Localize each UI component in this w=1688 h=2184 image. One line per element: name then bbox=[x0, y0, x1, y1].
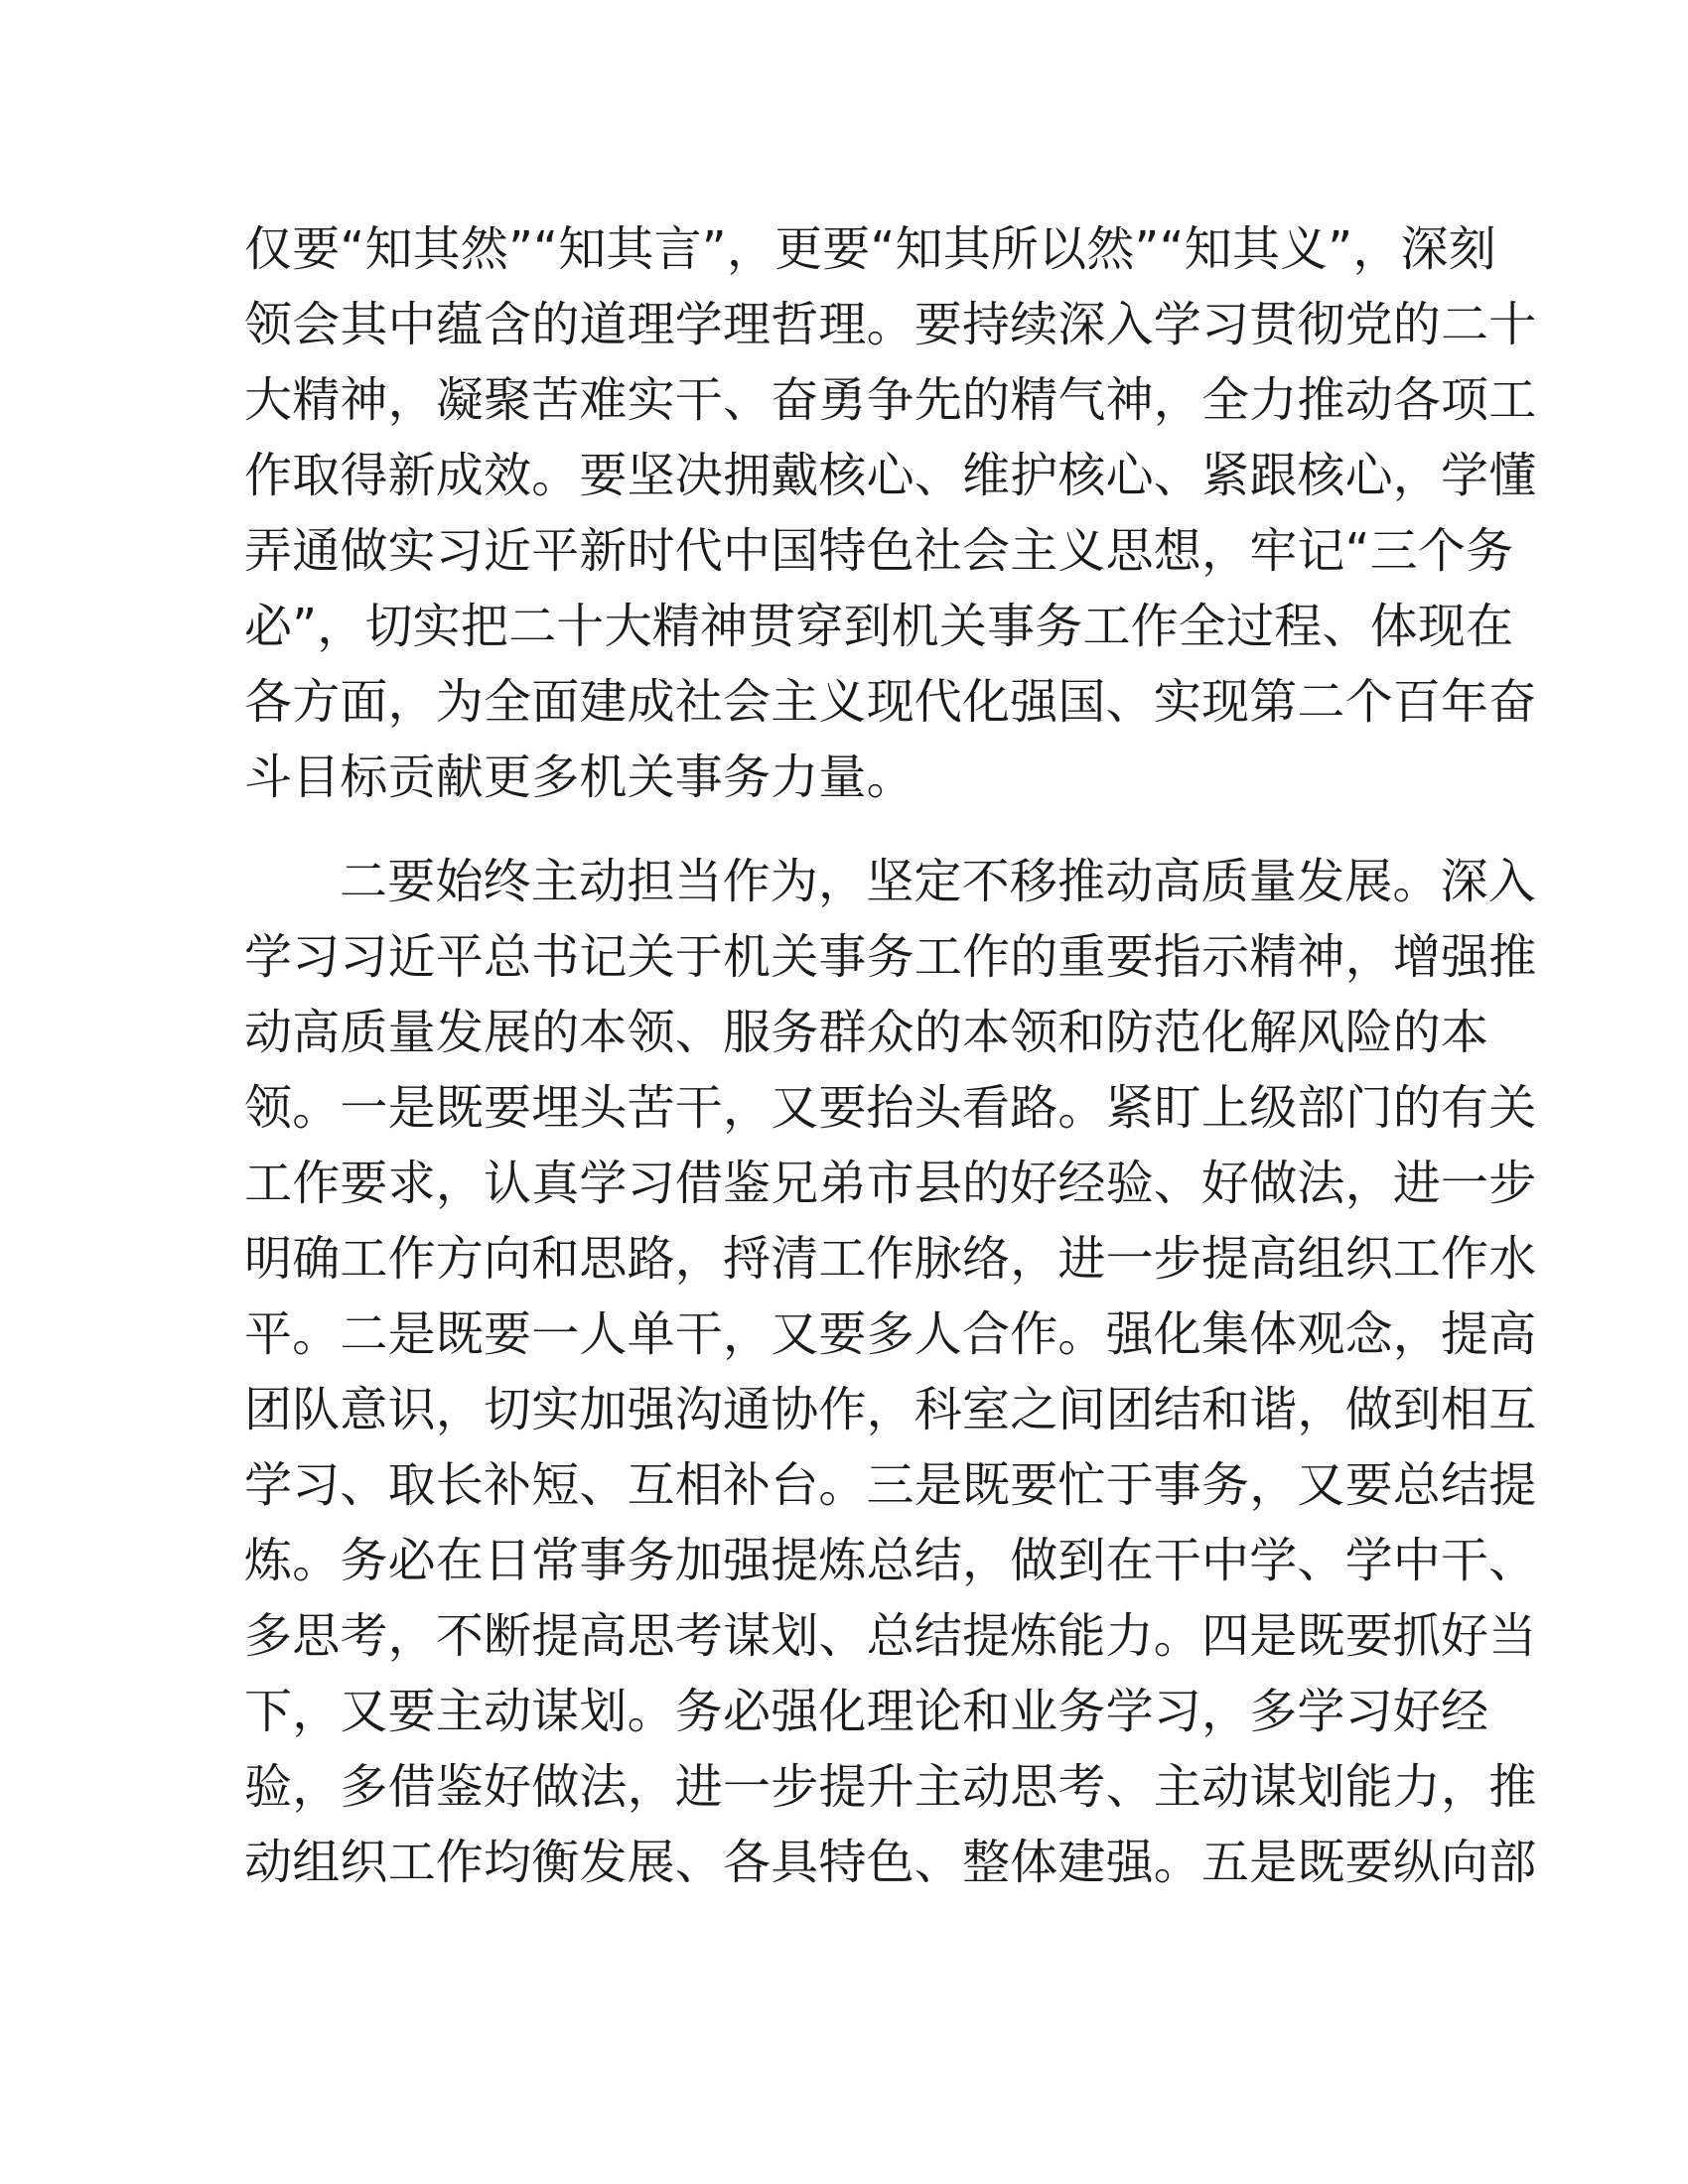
paragraph-2-line: 二要始终主动担当作为，坚定不移推动高质量发展。深入 bbox=[340, 854, 1537, 909]
paragraph-1-line: 领会其中蕴含的道理学理哲理。要持续深入学习贯彻党的二十 bbox=[244, 297, 1537, 352]
paragraph-2-line: 多思考，不断提高思考谋划、总结提炼能力。四是既要抓好当 bbox=[244, 1608, 1537, 1664]
paragraph-1 bbox=[244, 211, 1537, 815]
paragraph-1-line: 仅要“知其然”“知其言”，更要“知其所以然”“知其义”，深刻 bbox=[244, 221, 1496, 277]
paragraph-1-line: 作取得新成效。要坚决拥戴核心、维护核心、紧跟核心，学懂 bbox=[244, 448, 1537, 503]
paragraph-2-line: 动组织工作均衡发展、各具特色、整体建强。五是既要纵向部 bbox=[244, 1835, 1537, 1890]
paragraph-2 bbox=[244, 844, 1537, 1900]
paragraph-1-line: 必”，切实把二十大精神贯穿到机关事务工作全过程、体现在 bbox=[244, 599, 1514, 654]
paragraph-1-line: 各方面，为全面建成社会主义现代化强国、实现第二个百年奋 bbox=[244, 674, 1537, 730]
paragraph-2-line: 验，多借鉴好做法，进一步提升主动思考、主动谋划能力，推 bbox=[244, 1759, 1537, 1815]
paragraph-2-line: 工作要求，认真学习借鉴兄弟市县的好经验、好做法，进一步 bbox=[244, 1156, 1537, 1211]
paragraph-2-line: 平。二是既要一人单干，又要多人合作。强化集体观念，提高 bbox=[244, 1306, 1537, 1362]
paragraph-2-line: 学习习近平总书记关于机关事务工作的重要指示精神，增强推 bbox=[244, 929, 1537, 985]
paragraph-2-line: 炼。务必在日常事务加强提炼总结，做到在干中学、学中干、 bbox=[244, 1533, 1537, 1588]
paragraph-1-line: 大精神，凝聚苦难实干、奋勇争先的精气神，全力推动各项工 bbox=[244, 372, 1537, 428]
paragraph-2-line: 明确工作方向和思路，捋清工作脉络，进一步提高组织工作水 bbox=[244, 1231, 1537, 1287]
paragraph-2-line: 团队意识，切实加强沟通协作，科室之间团结和谐，做到相互 bbox=[244, 1382, 1537, 1437]
paragraph-2-line: 下，又要主动谋划。务必强化理论和业务学习，多学习好经 bbox=[244, 1684, 1489, 1739]
paragraph-2-line: 领。一是既要埋头苦干，又要抬头看路。紧盯上级部门的有关 bbox=[244, 1080, 1537, 1136]
paragraph-2-line: 动高质量发展的本领、服务群众的本领和防范化解风险的本 bbox=[244, 1005, 1489, 1060]
paragraph-1-line: 斗目标贡献更多机关事务力量。 bbox=[244, 750, 914, 805]
paragraph-2-line: 学习、取长补短、互相补台。三是既要忙于事务，又要总结提 bbox=[244, 1457, 1537, 1513]
paragraph-1-line: 弄通做实习近平新时代中国特色社会主义思想，牢记“三个务 bbox=[244, 523, 1514, 579]
